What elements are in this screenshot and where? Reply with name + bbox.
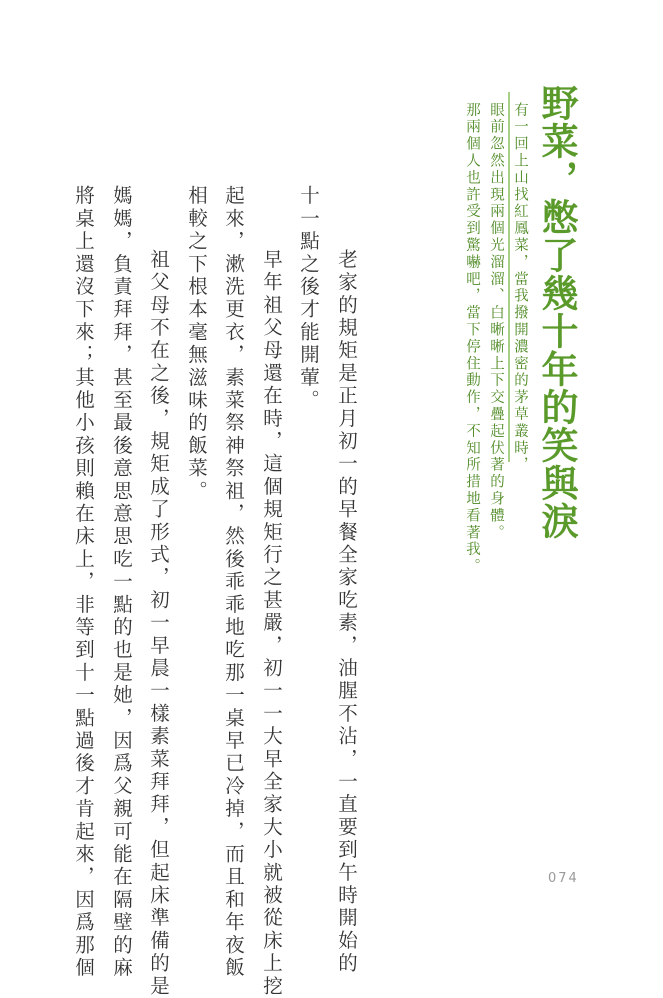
body-line: 媽媽，負責拜拜，甚至最後意思意思吃一點的也是她，因爲父親可能在隔壁的麻 (110, 185, 133, 980)
body-line: 十一點之後才能開葷。 (297, 185, 320, 412)
body-line: 將桌上還沒下來；其他小孩則賴在床上，非等到十一點過後才肯起來，因爲那個 (72, 185, 95, 980)
body-line: 相較之下根本毫無滋味的飯菜。 (185, 185, 208, 503)
body-line: 老家的規矩是正月初一的早餐全家吃素，油腥不沾，一直要到午時開始的 (335, 226, 358, 976)
intro-line: 眼前忽然出現兩個光溜溜、白晰晰上下交疊起伏著的身體。 (488, 102, 504, 542)
body-line: 祖父母不在之後，規矩成了形式，初一早晨一樣素菜拜拜，但起床準備的是 (147, 226, 170, 998)
page-number: 074 (548, 871, 579, 886)
chapter-title: 野菜，憋了幾十年的笑與淚 (535, 84, 578, 540)
body-line: 早年祖父母還在時，這個規矩行之甚嚴，初一一大早全家大小就被從床上挖 (260, 226, 283, 998)
body-line: 起來，漱洗更衣，素菜祭神祭祖，然後乖乖地吃那一桌早已冷掉，而且和年夜飯 (222, 185, 245, 980)
title-divider (508, 92, 510, 462)
intro-line: 有一回上山找紅鳳菜，當我撥開濃密的茅草叢時， (512, 102, 528, 474)
intro-line: 那兩個人也許受到驚嚇吧，當下停住動作，不知所措地看著我。 (464, 102, 480, 576)
